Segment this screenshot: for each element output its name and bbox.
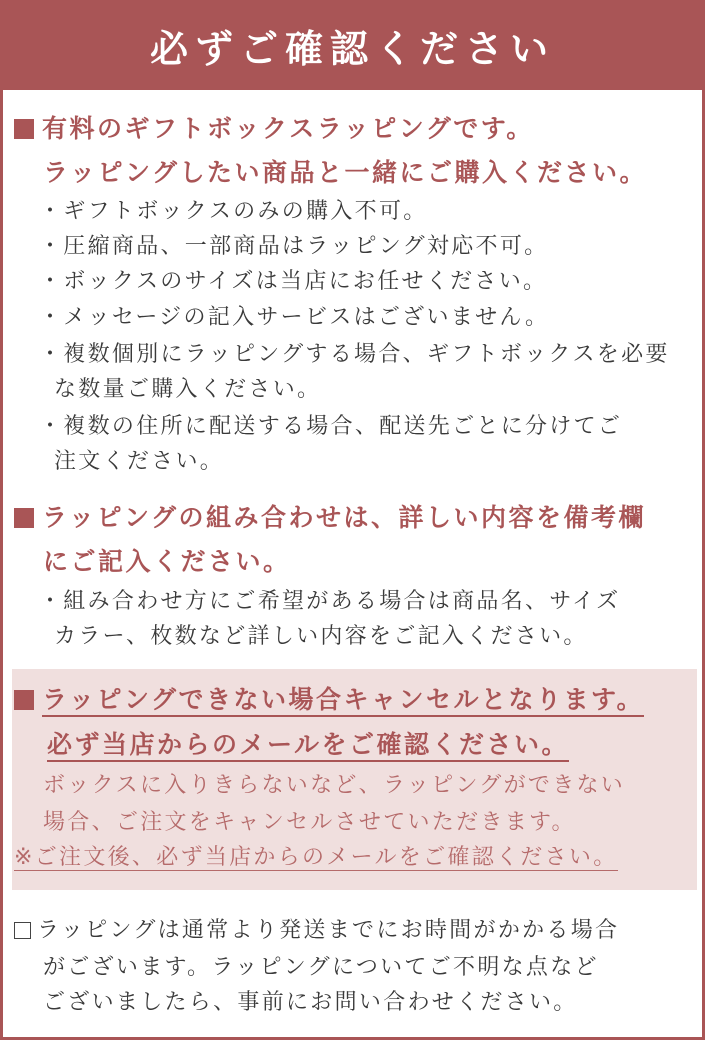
section4-line3: ございましたら、事前にお問い合わせください。 <box>43 990 578 1015</box>
section1-bullet: ・複数個別にラッピングする場合、ギフトボックスを必要 <box>39 342 670 367</box>
section4-text1: ラッピングは通常より発送までにお時間がかかる場合 <box>37 918 620 943</box>
square-bullet-icon <box>14 119 34 139</box>
section2-bullet: ・組み合わせ方にご希望がある場合は商品名、サイズ <box>39 589 621 614</box>
section1-bullet: ・ギフトボックスのみの購入不可。 <box>39 199 428 224</box>
section1-bullet: ・圧縮商品、一部商品はラッピング対応不可。 <box>39 234 549 259</box>
section2-heading-line2: にご記入ください。 <box>43 547 291 576</box>
section1-heading-line1 <box>14 113 534 145</box>
section1-heading-text1: 有料のギフトボックスラッピングです。 <box>42 114 534 143</box>
section1-heading-line2: ラッピングしたい商品と一緒にご購入ください。 <box>43 158 648 187</box>
section4-line1 <box>14 916 619 946</box>
section2-bullet-cont: カラー、枚数など詳しい内容をご記入ください。 <box>54 624 588 649</box>
section3-heading-line1 <box>14 684 644 716</box>
section2-heading-text1: ラッピングの組み合わせは、詳しい内容を備考欄 <box>42 503 647 532</box>
header-bar <box>3 0 702 90</box>
checkbox-icon <box>14 922 31 939</box>
section3-note-line <box>14 843 618 873</box>
section3-body: ボックスに入りきらないなど、ラッピングができない <box>43 773 626 798</box>
section1-bullet-cont: 注文ください。 <box>54 449 225 474</box>
section1-bullet: ・複数の住所に配送する場合、配送先ごとに分けてご <box>39 414 623 439</box>
section2-heading-line1 <box>14 502 646 534</box>
square-bullet-icon <box>14 508 34 528</box>
section1-bullet: ・ボックスのサイズは当店にお任せください。 <box>39 269 548 294</box>
section4-line2: がございます。ラッピングについてご不明な点など <box>43 955 599 980</box>
section3-heading-text2: 必ず当店からのメールをご確認ください。 <box>47 730 569 762</box>
section3-heading-text1: ラッピングできない場合キャンセルとなります。 <box>42 685 644 717</box>
section3-heading-line2 <box>47 729 569 761</box>
page-title: 必ずご確認ください <box>149 26 555 71</box>
section3-note: ※ご注文後、必ず当店からのメールをご確認ください。 <box>14 845 618 870</box>
square-bullet-icon <box>14 690 34 710</box>
section3-body: 場合、ご注文をキャンセルさせていただきます。 <box>43 810 576 835</box>
section1-bullet-cont: な数量ご購入ください。 <box>54 377 322 402</box>
section1-bullet: ・メッセージの記入サービスはございません。 <box>39 305 550 330</box>
